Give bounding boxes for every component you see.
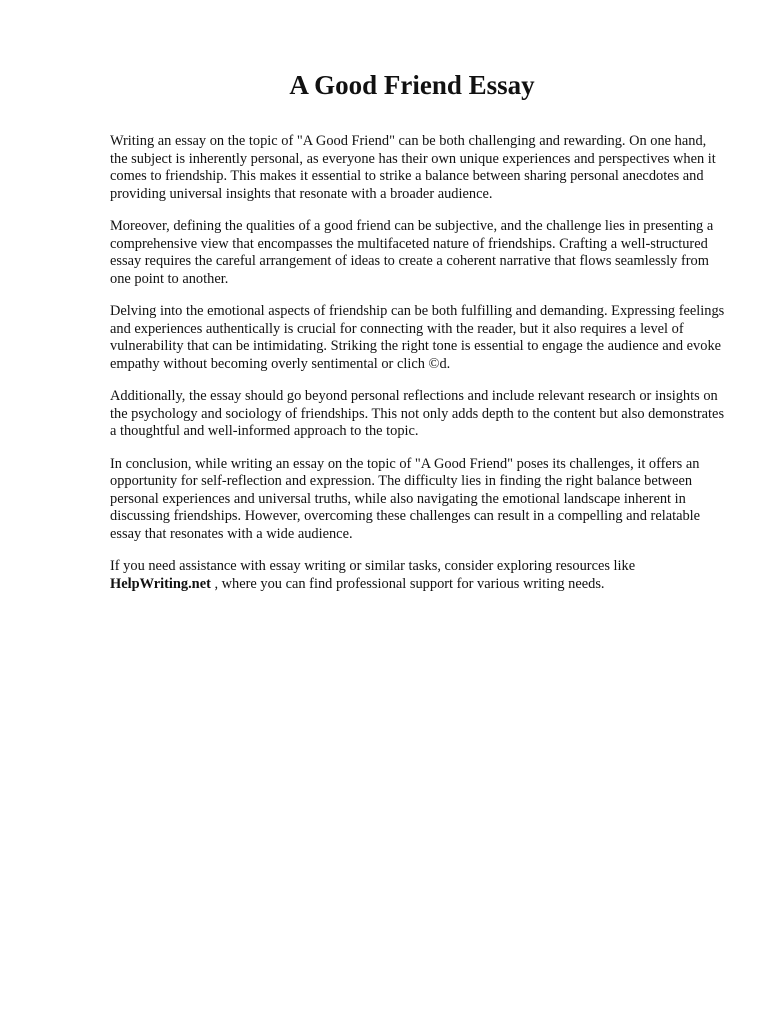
document-body	[110, 133, 726, 608]
paragraph-1: Writing an essay on the topic of "A Good Friend" can be both challenging and rewarding. On one hand, the subject is inherently personal, as everyone has their own unique experiences and perspectives when it comes to friendship. This makes it essential to strike a balance between sharing personal anecdotes and providing universal insights that resonate with a broader audience.	[110, 133, 716, 202]
paragraph-2: Moreover, defining the qualities of a good friend can be subjective, and the challenge lies in presenting a comprehensive view that encompasses the multifaceted nature of friendships. Crafting a well-structured essay requires the careful arrangement of ideas to create a coherent narrative that flows seamlessly from one point to another.	[110, 218, 714, 287]
paragraph-4: Additionally, the essay should go beyond personal reflections and include relevant research or insights on the psychology and sociology of friendships. This not only adds depth to the content but also demonstrates a thoughtful and well-informed approach to the topic.	[110, 388, 725, 439]
paragraph-5: In conclusion, while writing an essay on the topic of "A Good Friend" poses its challenges, it offers an opportunity for self-reflection and expression. The difficulty lies in finding the right balance between personal experiences and universal truths, while also navigating the emotional landscape inherent in discussing friendships. However, overcoming these challenges can result in a compelling and relatable essay that resonates with a wide audience.	[110, 455, 701, 542]
closing-paragraph	[110, 558, 726, 593]
helpwriting-link[interactable]: HelpWriting.net	[110, 575, 211, 592]
document-title: A Good Friend Essay	[289, 70, 535, 100]
paragraph-3: Delving into the emotional aspects of friendship can be both fulfilling and demanding. Expressing feelings and experiences authentically is crucial for connecting with the reader, but it also requires a level of vulnerability that can be intimidating. Striking the right tone is essential to engage the audience and evoke empathy without becoming overly sentimental or clich ©d.	[110, 303, 725, 372]
closing-tail-text: , where you can find professional support for various writing needs.	[210, 575, 605, 592]
closing-lead-text: If you need assistance with essay writing or similar tasks, consider exploring resources like	[110, 558, 636, 574]
